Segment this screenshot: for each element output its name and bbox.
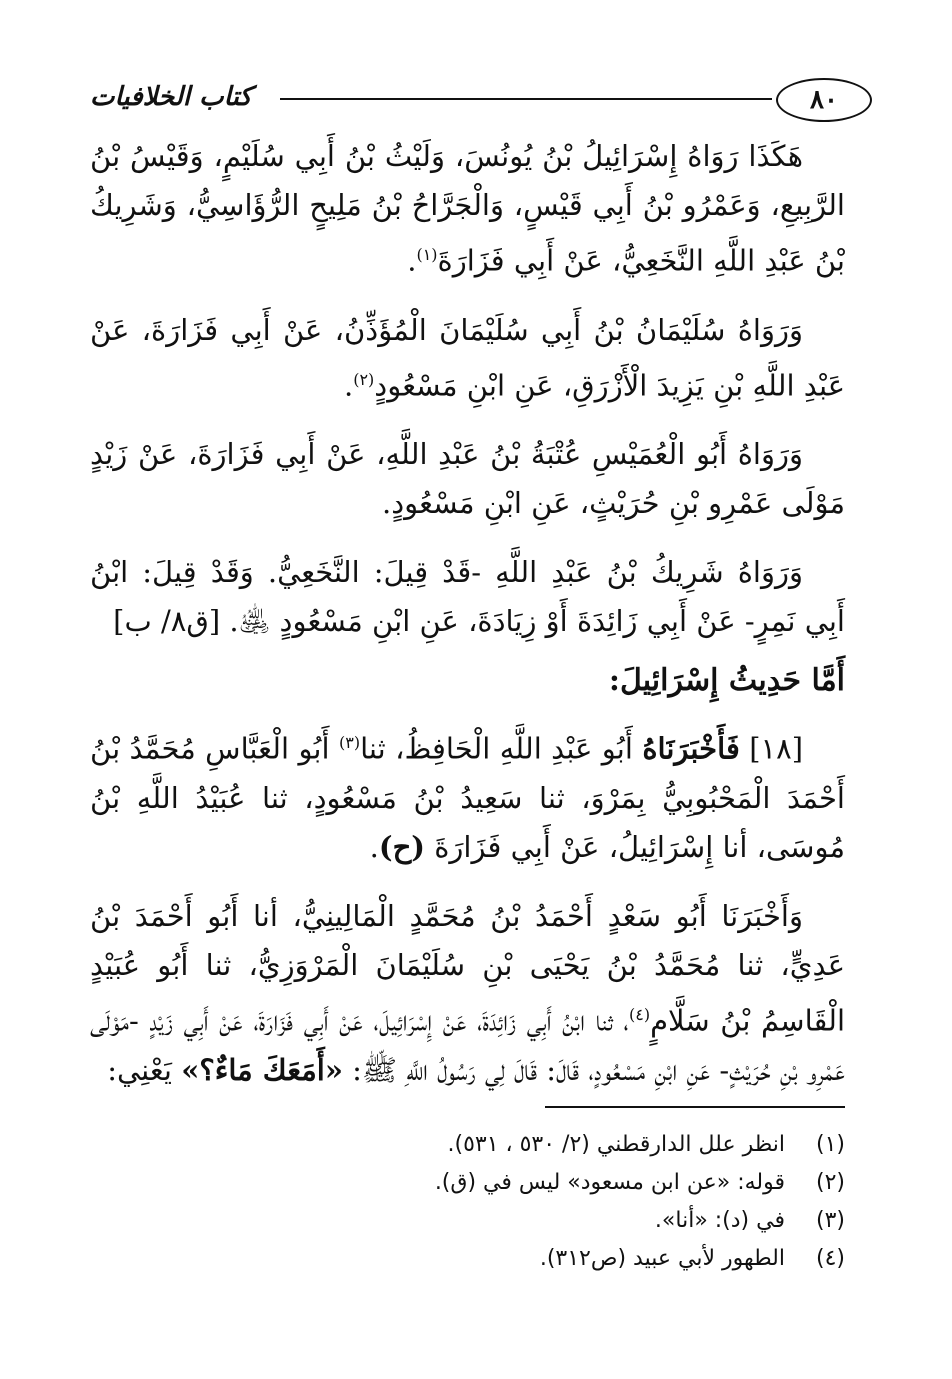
footnote-ref-2: (٢) (353, 369, 375, 389)
prophetic-quote: «أَمَعَكَ مَاءٌ؟» (181, 1052, 343, 1087)
hadith-lead-word: فَأَخْبَرَنَاهُ (642, 731, 740, 766)
paragraph-1 (90, 132, 845, 286)
paragraph-5-text-b: أَبُو الْعَبَّاسِ مُحَمَّدُ بْنُ أَحْمَدَ الْمَحْبُوبِيُّ بِمَرْوَ، ثنا سَعِيدُ بْنُ مَسْعُودٍ، ثنا عُبَيْدُ اللَّهِ بْنُ مُوسَى، أنا إِسْرَائِيلُ، عَنْ أَبِي فَزَارَةَ (90, 731, 845, 864)
paragraph-2-text: وَرَوَاهُ سُلَيْمَانُ بْنُ أَبِي سُلَيْمَانَ الْمُؤَذِّنُ، عَنْ أَبِي فَزَارَةَ، عَنْ عَبْدِ اللَّهِ بْنِ يَزِيدَ الْأَزْرَقِ، عَنِ ابْنِ مَسْعُودٍ (90, 312, 845, 403)
paragraph-4: وَرَوَاهُ شَرِيكُ بْنُ عَبْدِ اللَّهِ -قَدْ قِيلَ: النَّخَعِيُّ. وَقَدْ قِيلَ: ابْنُ أَبِي نَمِرٍ- عَنْ أَبِي زَائِدَةَ أَوْ زِيَادَةَ، عَنِ ابْنِ مَسْعُودٍ ﵁. [ق٨/ ب] (90, 555, 845, 639)
book-title: كتاب الخلافيات (90, 82, 252, 112)
footnote (90, 1204, 845, 1238)
paragraph-6 (90, 892, 845, 1095)
paragraph-5-end: . (369, 829, 379, 864)
footnote (90, 1166, 845, 1200)
tahwil-marker: (ح) (378, 829, 426, 864)
footnote-text: في (د): «أنا». (654, 1208, 785, 1233)
footnote-separator (545, 1106, 845, 1108)
paragraph-2-end: . (343, 368, 354, 403)
section-heading: أَمَّا حَدِيثُ إِسْرَائِيلَ: (608, 663, 845, 699)
footnote (90, 1242, 845, 1276)
footnote-text: قوله: «عن ابن مسعود» ليس في (ق). (434, 1170, 785, 1195)
hadith-number: [١٨] (749, 731, 804, 766)
main-text (90, 132, 845, 1115)
paragraph-1-end: . (407, 243, 417, 278)
page-header (90, 76, 882, 132)
paragraph-6-end: يَعْنِي: (107, 1052, 172, 1087)
footnote-number: (٢) (815, 1170, 845, 1195)
header-rule (280, 98, 772, 100)
paragraph-5-text-a: أَبُو عَبْدِ اللَّهِ الْحَافِظُ، ثنا (360, 731, 633, 766)
footnote-number: (١) (815, 1132, 845, 1157)
paragraph-1-text: هَكَذَا رَوَاهُ إِسْرَائِيلُ بْنُ يُونُسَ، وَلَيْثُ بْنُ أَبِي سُلَيْمٍ، وَقَيْسُ بْنُ الرَّبِيعِ، وَعَمْرُو بْنُ أَبِي قَيْسٍ، وَالْجَرَّاحُ بْنُ مَلِيحٍ الرُّؤَاسِيُّ، وَشَرِيكُ بْنُ عَبْدِ اللَّهِ النَّخَعِيُّ، عَنْ أَبِي فَزَارَةَ (90, 139, 845, 278)
paragraph-2 (90, 306, 845, 411)
paragraph-6-text-a: وَأَخْبَرَنَا أَبُو سَعْدٍ أَحْمَدُ بْنُ مُحَمَّدٍ الْمَالِينِيُّ، أنا أَبُو أَحْمَدَ بْنُ عَدِيٍّ، ثنا مُحَمَّدُ بْنُ يَحْيَى بْنِ سُلَيْمَانَ الْمَرْوَزِيُّ، ثنا أَبُو عُبَيْدٍ الْقَاسِمُ بْنُ سَلَّامٍ (90, 898, 846, 1038)
page-number: ٨٠ (776, 78, 872, 122)
footnote-ref-4: (٤) (628, 1004, 651, 1024)
paragraph-5 (90, 718, 845, 872)
footnote-number: (٤) (815, 1246, 845, 1271)
footnote (90, 1128, 845, 1162)
footnote-ref-1: (١) (416, 245, 438, 264)
footnote-number: (٣) (815, 1208, 845, 1233)
footnote-text: انظر علل الدارقطني (٢/ ٥٣٠ ، ٥٣١). (447, 1132, 785, 1157)
footnote-ref-3: (٣) (338, 733, 361, 753)
paragraph-3: وَرَوَاهُ أَبُو الْعُمَيْسِ عُتْبَةُ بْنُ عَبْدِ اللَّهِ، عَنْ أَبِي فَزَارَةَ، عَنْ زَيْدٍ مَوْلَى عَمْرِو بْنِ حُرَيْثٍ، عَنِ ابْنِ مَسْعُودٍ. (90, 437, 845, 521)
footnote-text: الطهور لأبي عبيد (ص٣١٢). (539, 1246, 785, 1271)
footnotes (90, 1128, 845, 1280)
paragraph-6-text-b: ، ثنا ابْنُ أَبِي زَائِدَةَ، عَنْ إِسْرَائِيلَ، عَنْ أَبِي فَزَارَةَ، عَنْ أَبِي زَيْدٍ -مَوْلَى عَمْرِو بْنِ حُرَيْثٍ- عَنِ ابْنِ مَسْعُودٍ، قَالَ: قَالَ لِي رَسُولُ اللَّهِ ﷺ: (90, 1003, 845, 1087)
